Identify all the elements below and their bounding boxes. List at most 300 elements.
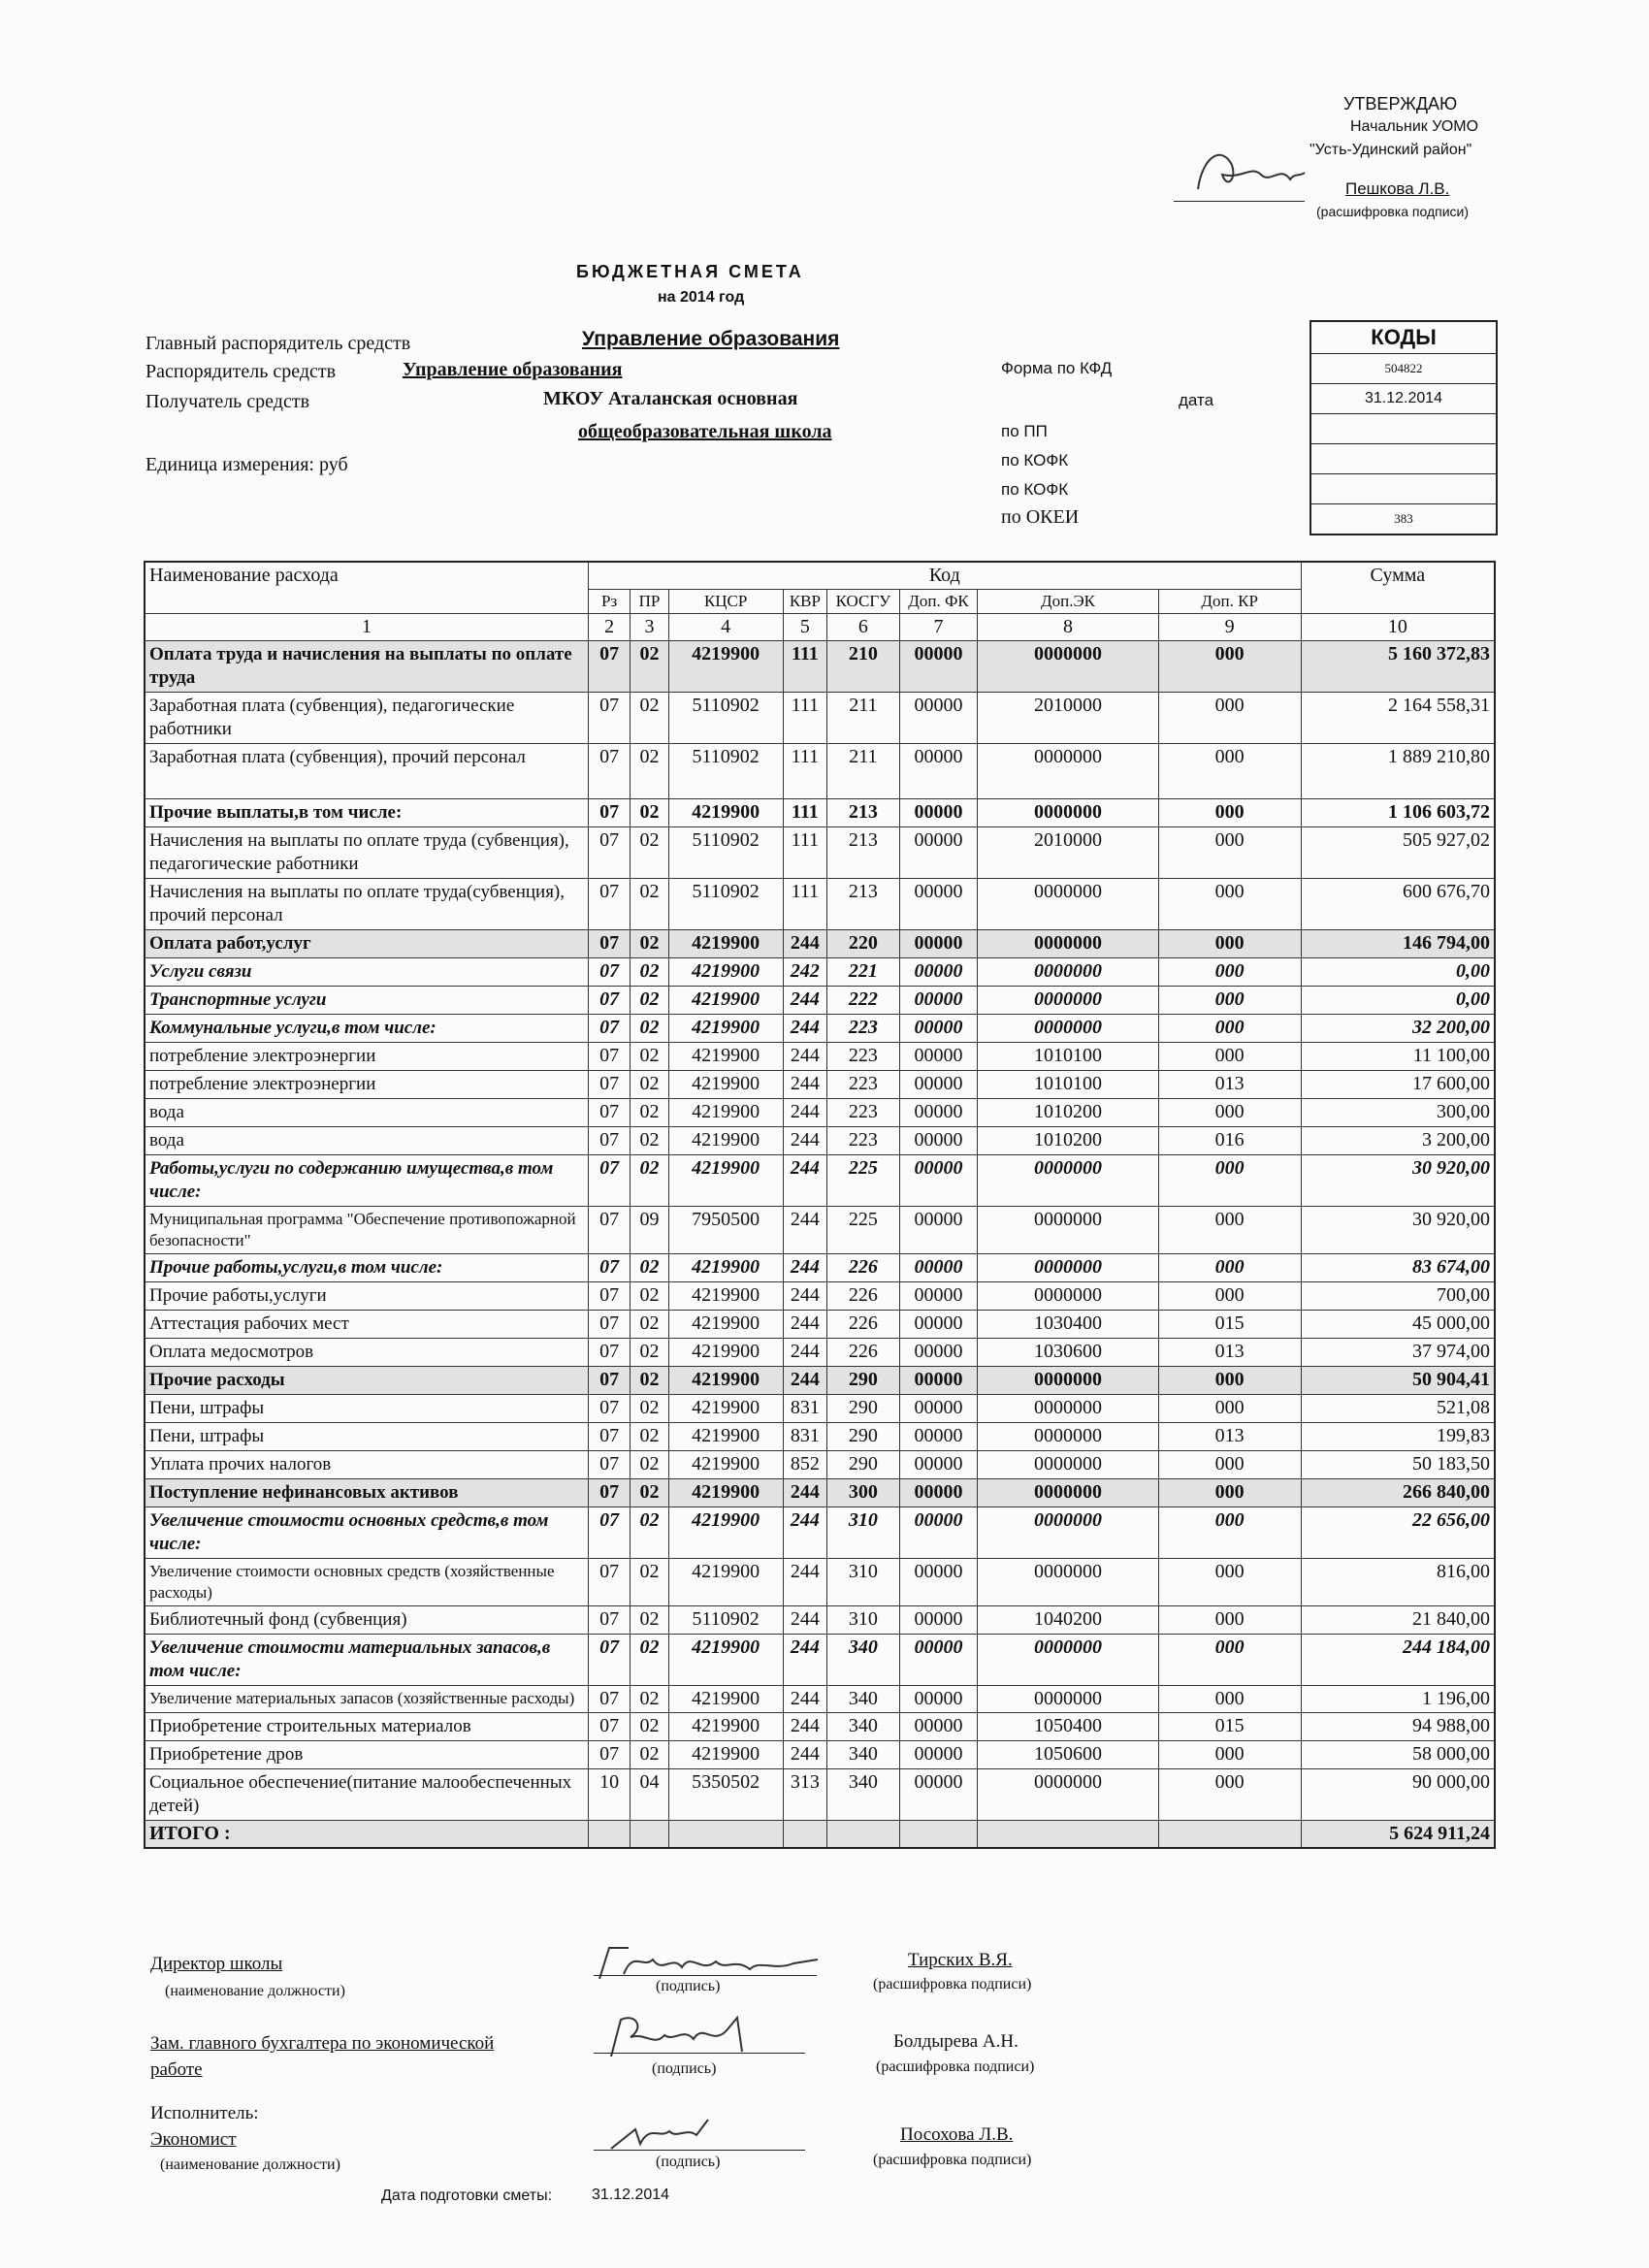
expense-sum: 32 200,00 bbox=[1301, 1015, 1495, 1043]
code-kvr: 831 bbox=[783, 1395, 827, 1423]
code-subheader: КЦСР bbox=[668, 590, 783, 614]
code-subheader: КВР bbox=[783, 590, 827, 614]
codes-box bbox=[1310, 320, 1498, 535]
expense-name: Прочие расходы bbox=[145, 1367, 588, 1395]
code-kr: 000 bbox=[1158, 693, 1301, 744]
code-fk: 00000 bbox=[899, 1423, 978, 1451]
code-subheader: Рз bbox=[588, 590, 630, 614]
expense-name: потребление электроэнергии bbox=[145, 1071, 588, 1099]
expense-name: вода bbox=[145, 1127, 588, 1155]
col-code-header: Код bbox=[588, 562, 1301, 590]
expense-sum: 94 988,00 bbox=[1301, 1713, 1495, 1741]
code-pr: 02 bbox=[630, 1339, 668, 1367]
expense-sum: 22 656,00 bbox=[1301, 1507, 1495, 1559]
code-kvr: 244 bbox=[783, 1043, 827, 1071]
code-kosgu: 223 bbox=[827, 1071, 900, 1099]
code-kr: 000 bbox=[1158, 1254, 1301, 1282]
recipient-value-2: общеобразовательная школа bbox=[578, 421, 832, 442]
column-number: 6 bbox=[827, 614, 900, 641]
code-ek: 1030600 bbox=[978, 1339, 1158, 1367]
code-fk: 00000 bbox=[899, 1071, 978, 1099]
table-header-row-numbers bbox=[145, 614, 1495, 641]
code-subheader: КОСГУ bbox=[827, 590, 900, 614]
code-kosgu: 310 bbox=[827, 1606, 900, 1635]
code-fk: 00000 bbox=[899, 1367, 978, 1395]
code-fk: 00000 bbox=[899, 1311, 978, 1339]
code-kr: 000 bbox=[1158, 1559, 1301, 1606]
director-name: Тирских В.Я. bbox=[908, 1950, 1013, 1970]
code-fk: 00000 bbox=[899, 827, 978, 879]
table-row bbox=[145, 879, 1495, 930]
form-kfd-label: Форма по КФД bbox=[1001, 359, 1113, 377]
code-rz: 07 bbox=[588, 1423, 630, 1451]
prep-date-value: 31.12.2014 bbox=[592, 2187, 670, 2203]
code-pr: 02 bbox=[630, 744, 668, 799]
code-fk: 00000 bbox=[899, 1606, 978, 1635]
code-kosgu: 223 bbox=[827, 1043, 900, 1071]
expense-sum: 300,00 bbox=[1301, 1099, 1495, 1127]
code-pr: 02 bbox=[630, 1423, 668, 1451]
table-row bbox=[145, 693, 1495, 744]
code-kvr: 111 bbox=[783, 827, 827, 879]
code-kr: 015 bbox=[1158, 1311, 1301, 1339]
expense-sum: 37 974,00 bbox=[1301, 1339, 1495, 1367]
code-fk: 00000 bbox=[899, 1395, 978, 1423]
code-fk: 00000 bbox=[899, 1099, 978, 1127]
code-kcsr: 4219900 bbox=[668, 1127, 783, 1155]
code-rz: 07 bbox=[588, 1311, 630, 1339]
code-rz: 07 bbox=[588, 1741, 630, 1769]
code-rz: 07 bbox=[588, 827, 630, 879]
code-kosgu: 223 bbox=[827, 1099, 900, 1127]
expense-sum: 50 183,50 bbox=[1301, 1451, 1495, 1479]
code-kr: 013 bbox=[1158, 1339, 1301, 1367]
code-kosgu: 226 bbox=[827, 1254, 900, 1282]
approval-district: "Усть-Удинский район" bbox=[1310, 142, 1472, 158]
code-fk: 00000 bbox=[899, 1479, 978, 1507]
code-kcsr: 4219900 bbox=[668, 1686, 783, 1713]
expense-name: Аттестация рабочих мест bbox=[145, 1311, 588, 1339]
code-kvr: 111 bbox=[783, 693, 827, 744]
expense-sum: 21 840,00 bbox=[1301, 1606, 1495, 1635]
code-ek: 0000000 bbox=[978, 1282, 1158, 1311]
expense-sum: 266 840,00 bbox=[1301, 1479, 1495, 1507]
code-kr: 000 bbox=[1158, 1282, 1301, 1311]
code-rz: 07 bbox=[588, 1099, 630, 1127]
total-label: ИТОГО : bbox=[145, 1821, 588, 1849]
expense-name: Коммунальные услуги,в том числе: bbox=[145, 1015, 588, 1043]
code-rz: 07 bbox=[588, 693, 630, 744]
code-ek: 2010000 bbox=[978, 827, 1158, 879]
code-fk: 00000 bbox=[899, 1254, 978, 1282]
code-fk: 00000 bbox=[899, 1507, 978, 1559]
code-fk: 00000 bbox=[899, 1015, 978, 1043]
table-row bbox=[145, 1254, 1495, 1282]
expense-sum: 816,00 bbox=[1301, 1559, 1495, 1606]
code-rz: 07 bbox=[588, 1451, 630, 1479]
code-date: 31.12.2014 bbox=[1311, 384, 1496, 414]
code-kosgu: 226 bbox=[827, 1311, 900, 1339]
expense-sum: 3 200,00 bbox=[1301, 1127, 1495, 1155]
code-rz: 07 bbox=[588, 799, 630, 827]
code-kcsr: 5110902 bbox=[668, 827, 783, 879]
col-name-header: Наименование расхода bbox=[145, 562, 588, 614]
po-kofk-label-2: по КОФК bbox=[1001, 480, 1069, 499]
economist-name-caption: (расшифровка подписи) bbox=[873, 2152, 1032, 2168]
code-ek: 1010100 bbox=[978, 1071, 1158, 1099]
code-kr: 000 bbox=[1158, 744, 1301, 799]
expense-name: Оплата медосмотров bbox=[145, 1339, 588, 1367]
code-subheader: Доп.ЭК bbox=[978, 590, 1158, 614]
expense-name: Прочие выплаты,в том числе: bbox=[145, 799, 588, 827]
code-kcsr: 4219900 bbox=[668, 1282, 783, 1311]
deputy-signature bbox=[592, 2008, 766, 2066]
expense-sum: 244 184,00 bbox=[1301, 1635, 1495, 1686]
code-fk: 00000 bbox=[899, 1559, 978, 1606]
code-ek: 0000000 bbox=[978, 1635, 1158, 1686]
expense-name: Увеличение материальных запасов (хозяйственные расходы) bbox=[145, 1686, 588, 1713]
code-kr: 000 bbox=[1158, 1395, 1301, 1423]
code-pr: 02 bbox=[630, 1155, 668, 1207]
code-ek: 0000000 bbox=[978, 1479, 1158, 1507]
code-kr: 000 bbox=[1158, 827, 1301, 879]
code-kr: 000 bbox=[1158, 1686, 1301, 1713]
code-kr: 000 bbox=[1158, 1635, 1301, 1686]
table-row bbox=[145, 1713, 1495, 1741]
code-rz: 07 bbox=[588, 1507, 630, 1559]
code-kcsr: 4219900 bbox=[668, 1099, 783, 1127]
code-pr: 02 bbox=[630, 1479, 668, 1507]
code-kvr: 244 bbox=[783, 1099, 827, 1127]
code-rz: 07 bbox=[588, 930, 630, 958]
code-kosgu: 220 bbox=[827, 930, 900, 958]
code-kosgu: 300 bbox=[827, 1479, 900, 1507]
code-ek: 0000000 bbox=[978, 930, 1158, 958]
code-kosgu: 290 bbox=[827, 1395, 900, 1423]
code-rz: 07 bbox=[588, 641, 630, 693]
code-kcsr: 4219900 bbox=[668, 1015, 783, 1043]
code-pr: 04 bbox=[630, 1769, 668, 1821]
code-kcsr: 4219900 bbox=[668, 1559, 783, 1606]
code-kosgu: 223 bbox=[827, 1127, 900, 1155]
deputy-title-line-2: работе bbox=[150, 2059, 203, 2080]
expense-name: Увеличение стоимости основных средств (хозяйственные расходы) bbox=[145, 1559, 588, 1606]
code-kr: 000 bbox=[1158, 930, 1301, 958]
table-row bbox=[145, 1099, 1495, 1127]
code-kosgu: 340 bbox=[827, 1635, 900, 1686]
code-pr: 02 bbox=[630, 641, 668, 693]
table-row bbox=[145, 744, 1495, 799]
code-kvr: 244 bbox=[783, 1507, 827, 1559]
code-kosgu: 310 bbox=[827, 1559, 900, 1606]
main-manager-label: Главный распорядитель средств bbox=[146, 333, 411, 354]
code-kosgu: 210 bbox=[827, 641, 900, 693]
economist-name: Посохова Л.В. bbox=[900, 2124, 1014, 2145]
code-ek: 1010200 bbox=[978, 1099, 1158, 1127]
code-kofk-1 bbox=[1311, 444, 1496, 474]
code-kosgu: 221 bbox=[827, 958, 900, 987]
code-pr: 02 bbox=[630, 693, 668, 744]
code-pr: 02 bbox=[630, 1127, 668, 1155]
code-fk: 00000 bbox=[899, 1043, 978, 1071]
code-ek: 0000000 bbox=[978, 1395, 1158, 1423]
code-kosgu: 226 bbox=[827, 1339, 900, 1367]
executor-label: Исполнитель: bbox=[150, 2103, 259, 2123]
code-kvr: 244 bbox=[783, 987, 827, 1015]
code-fk: 00000 bbox=[899, 1339, 978, 1367]
table-row bbox=[145, 1043, 1495, 1071]
code-kr: 000 bbox=[1158, 1769, 1301, 1821]
code-fk: 00000 bbox=[899, 879, 978, 930]
director-signature-line bbox=[594, 1975, 817, 1976]
column-number: 7 bbox=[899, 614, 978, 641]
code-kvr: 244 bbox=[783, 1741, 827, 1769]
code-pr: 02 bbox=[630, 1713, 668, 1741]
document-year: на 2014 год bbox=[658, 289, 745, 306]
code-kosgu: 340 bbox=[827, 1741, 900, 1769]
code-fk: 00000 bbox=[899, 1635, 978, 1686]
code-pr: 02 bbox=[630, 1367, 668, 1395]
code-kvr: 244 bbox=[783, 930, 827, 958]
economist-signature-line bbox=[594, 2150, 805, 2151]
table-row bbox=[145, 1686, 1495, 1713]
recipient-label: Получатель средств bbox=[146, 391, 310, 412]
code-kvr: 313 bbox=[783, 1769, 827, 1821]
code-kcsr: 4219900 bbox=[668, 1395, 783, 1423]
expense-name: Увеличение стоимости основных средств,в том числе: bbox=[145, 1507, 588, 1559]
total-sum: 5 624 911,24 bbox=[1301, 1821, 1495, 1849]
expense-name: Уплата прочих налогов bbox=[145, 1451, 588, 1479]
code-kcsr: 4219900 bbox=[668, 1043, 783, 1071]
code-kcsr: 4219900 bbox=[668, 1423, 783, 1451]
code-kosgu: 211 bbox=[827, 693, 900, 744]
code-kosgu: 225 bbox=[827, 1207, 900, 1254]
code-pr: 09 bbox=[630, 1207, 668, 1254]
expense-sum: 45 000,00 bbox=[1301, 1311, 1495, 1339]
code-rz: 07 bbox=[588, 958, 630, 987]
code-ek: 1010200 bbox=[978, 1127, 1158, 1155]
table-row bbox=[145, 1769, 1495, 1821]
code-kcsr: 4219900 bbox=[668, 1741, 783, 1769]
table-header-row-1 bbox=[145, 562, 1495, 590]
code-ek: 0000000 bbox=[978, 879, 1158, 930]
code-kosgu: 222 bbox=[827, 987, 900, 1015]
code-kosgu: 290 bbox=[827, 1423, 900, 1451]
code-rz: 07 bbox=[588, 1339, 630, 1367]
code-rz: 07 bbox=[588, 879, 630, 930]
date-label: дата bbox=[1179, 391, 1214, 409]
code-kosgu: 340 bbox=[827, 1686, 900, 1713]
code-pr: 02 bbox=[630, 1015, 668, 1043]
code-ek: 0000000 bbox=[978, 1423, 1158, 1451]
code-kvr: 244 bbox=[783, 1282, 827, 1311]
expense-name: Пени, штрафы bbox=[145, 1395, 588, 1423]
column-number: 5 bbox=[783, 614, 827, 641]
table-row bbox=[145, 641, 1495, 693]
code-pr: 02 bbox=[630, 1686, 668, 1713]
code-pp bbox=[1311, 414, 1496, 444]
code-kvr: 831 bbox=[783, 1423, 827, 1451]
code-kcsr: 4219900 bbox=[668, 1254, 783, 1282]
column-number: 9 bbox=[1158, 614, 1301, 641]
code-ek: 2010000 bbox=[978, 693, 1158, 744]
expense-name: потребление электроэнергии bbox=[145, 1043, 588, 1071]
expense-name: Приобретение дров bbox=[145, 1741, 588, 1769]
expense-sum: 199,83 bbox=[1301, 1423, 1495, 1451]
budget-table-body bbox=[145, 641, 1495, 1821]
code-kcsr: 4219900 bbox=[668, 930, 783, 958]
code-kvr: 244 bbox=[783, 1311, 827, 1339]
code-rz: 07 bbox=[588, 744, 630, 799]
code-fk: 00000 bbox=[899, 958, 978, 987]
code-rz: 07 bbox=[588, 1635, 630, 1686]
code-rz: 07 bbox=[588, 1155, 630, 1207]
code-kcsr: 4219900 bbox=[668, 1071, 783, 1099]
approval-name: Пешкова Л.В. bbox=[1345, 179, 1450, 198]
code-kr: 000 bbox=[1158, 958, 1301, 987]
expense-sum: 30 920,00 bbox=[1301, 1207, 1495, 1254]
expense-name: Социальное обеспечение(питание малообеспеченных детей) bbox=[145, 1769, 588, 1821]
code-rz: 07 bbox=[588, 1686, 630, 1713]
table-row bbox=[145, 1155, 1495, 1207]
code-pr: 02 bbox=[630, 1559, 668, 1606]
code-kcsr: 4219900 bbox=[668, 987, 783, 1015]
table-row bbox=[145, 799, 1495, 827]
code-kosgu: 340 bbox=[827, 1769, 900, 1821]
director-signature-caption: (подпись) bbox=[656, 1978, 721, 1994]
table-row bbox=[145, 1741, 1495, 1769]
code-kosgu: 211 bbox=[827, 744, 900, 799]
expense-name: Муниципальная программа "Обеспечение противопожарной безопасности" bbox=[145, 1207, 588, 1254]
economist-signature bbox=[601, 2110, 757, 2158]
code-kr: 000 bbox=[1158, 1367, 1301, 1395]
code-ek: 1050600 bbox=[978, 1741, 1158, 1769]
code-kr: 000 bbox=[1158, 1741, 1301, 1769]
column-number: 2 bbox=[588, 614, 630, 641]
code-fk: 00000 bbox=[899, 744, 978, 799]
code-rz: 07 bbox=[588, 1071, 630, 1099]
deputy-signature-caption: (подпись) bbox=[652, 2060, 717, 2077]
code-fk: 00000 bbox=[899, 987, 978, 1015]
code-kr: 000 bbox=[1158, 1451, 1301, 1479]
code-rz: 07 bbox=[588, 1015, 630, 1043]
code-pr: 02 bbox=[630, 1635, 668, 1686]
code-pr: 02 bbox=[630, 1395, 668, 1423]
director-name-caption: (расшифровка подписи) bbox=[873, 1976, 1032, 1993]
director-title-caption: (наименование должности) bbox=[165, 1983, 345, 1999]
code-kr: 000 bbox=[1158, 1207, 1301, 1254]
code-kcsr: 4219900 bbox=[668, 1713, 783, 1741]
code-kcsr: 4219900 bbox=[668, 1155, 783, 1207]
code-pr: 02 bbox=[630, 987, 668, 1015]
code-kr: 000 bbox=[1158, 1015, 1301, 1043]
table-row bbox=[145, 1559, 1495, 1606]
code-kvr: 244 bbox=[783, 1713, 827, 1741]
code-kcsr: 5110902 bbox=[668, 879, 783, 930]
code-rz: 07 bbox=[588, 1395, 630, 1423]
expense-sum: 600 676,70 bbox=[1301, 879, 1495, 930]
expense-sum: 83 674,00 bbox=[1301, 1254, 1495, 1282]
code-kosgu: 213 bbox=[827, 799, 900, 827]
table-row bbox=[145, 1451, 1495, 1479]
table-row bbox=[145, 1127, 1495, 1155]
code-kcsr: 5110902 bbox=[668, 1606, 783, 1635]
table-row bbox=[145, 1282, 1495, 1311]
table-row bbox=[145, 1635, 1495, 1686]
code-kvr: 244 bbox=[783, 1015, 827, 1043]
code-fk: 00000 bbox=[899, 1713, 978, 1741]
code-subheader: Доп. ФК bbox=[899, 590, 978, 614]
budget-table bbox=[144, 561, 1496, 1849]
expense-name: Приобретение строительных материалов bbox=[145, 1713, 588, 1741]
code-rz: 07 bbox=[588, 1282, 630, 1311]
code-pr: 02 bbox=[630, 930, 668, 958]
expense-name: Услуги связи bbox=[145, 958, 588, 987]
table-row bbox=[145, 1479, 1495, 1507]
table-row bbox=[145, 1367, 1495, 1395]
code-kcsr: 5110902 bbox=[668, 693, 783, 744]
expense-name: Библиотечный фонд (субвенция) bbox=[145, 1606, 588, 1635]
code-kvr: 111 bbox=[783, 744, 827, 799]
code-kvr: 244 bbox=[783, 1479, 827, 1507]
code-kcsr: 4219900 bbox=[668, 799, 783, 827]
expense-sum: 50 904,41 bbox=[1301, 1367, 1495, 1395]
code-kvr: 244 bbox=[783, 1635, 827, 1686]
expense-name: Пени, штрафы bbox=[145, 1423, 588, 1451]
code-kvr: 244 bbox=[783, 1559, 827, 1606]
code-ek: 0000000 bbox=[978, 1367, 1158, 1395]
expense-name: Оплата труда и начисления на выплаты по оплате труда bbox=[145, 641, 588, 693]
code-kr: 000 bbox=[1158, 1606, 1301, 1635]
code-fk: 00000 bbox=[899, 1686, 978, 1713]
code-rz: 07 bbox=[588, 1559, 630, 1606]
code-kr: 000 bbox=[1158, 1099, 1301, 1127]
director-title: Директор школы bbox=[150, 1954, 283, 1974]
code-kvr: 111 bbox=[783, 879, 827, 930]
code-pr: 02 bbox=[630, 879, 668, 930]
code-kr: 016 bbox=[1158, 1127, 1301, 1155]
code-kvr: 244 bbox=[783, 1367, 827, 1395]
code-subheader: ПР bbox=[630, 590, 668, 614]
approval-position: Начальник УОМО bbox=[1350, 118, 1479, 135]
code-ek: 0000000 bbox=[978, 1254, 1158, 1282]
expense-sum: 0,00 bbox=[1301, 958, 1495, 987]
code-kcsr: 4219900 bbox=[668, 1635, 783, 1686]
table-row bbox=[145, 1207, 1495, 1254]
approval-title: УТВЕРЖДАЮ bbox=[1343, 94, 1458, 113]
code-kcsr: 4219900 bbox=[668, 1479, 783, 1507]
code-ek: 0000000 bbox=[978, 987, 1158, 1015]
code-fk: 00000 bbox=[899, 1127, 978, 1155]
expense-sum: 2 164 558,31 bbox=[1301, 693, 1495, 744]
code-kvr: 244 bbox=[783, 1207, 827, 1254]
code-ek: 1050400 bbox=[978, 1713, 1158, 1741]
code-pr: 02 bbox=[630, 1606, 668, 1635]
expense-name: Заработная плата (субвенция), педагогические работники bbox=[145, 693, 588, 744]
code-kvr: 111 bbox=[783, 641, 827, 693]
column-number: 3 bbox=[630, 614, 668, 641]
column-number: 8 bbox=[978, 614, 1158, 641]
po-kofk-label-1: по КОФК bbox=[1001, 451, 1069, 470]
table-row bbox=[145, 930, 1495, 958]
code-kr: 000 bbox=[1158, 1479, 1301, 1507]
code-rz: 07 bbox=[588, 1606, 630, 1635]
code-kr: 000 bbox=[1158, 879, 1301, 930]
table-row bbox=[145, 827, 1495, 879]
expense-sum: 11 100,00 bbox=[1301, 1043, 1495, 1071]
table-row bbox=[145, 1423, 1495, 1451]
table-row bbox=[145, 1339, 1495, 1367]
